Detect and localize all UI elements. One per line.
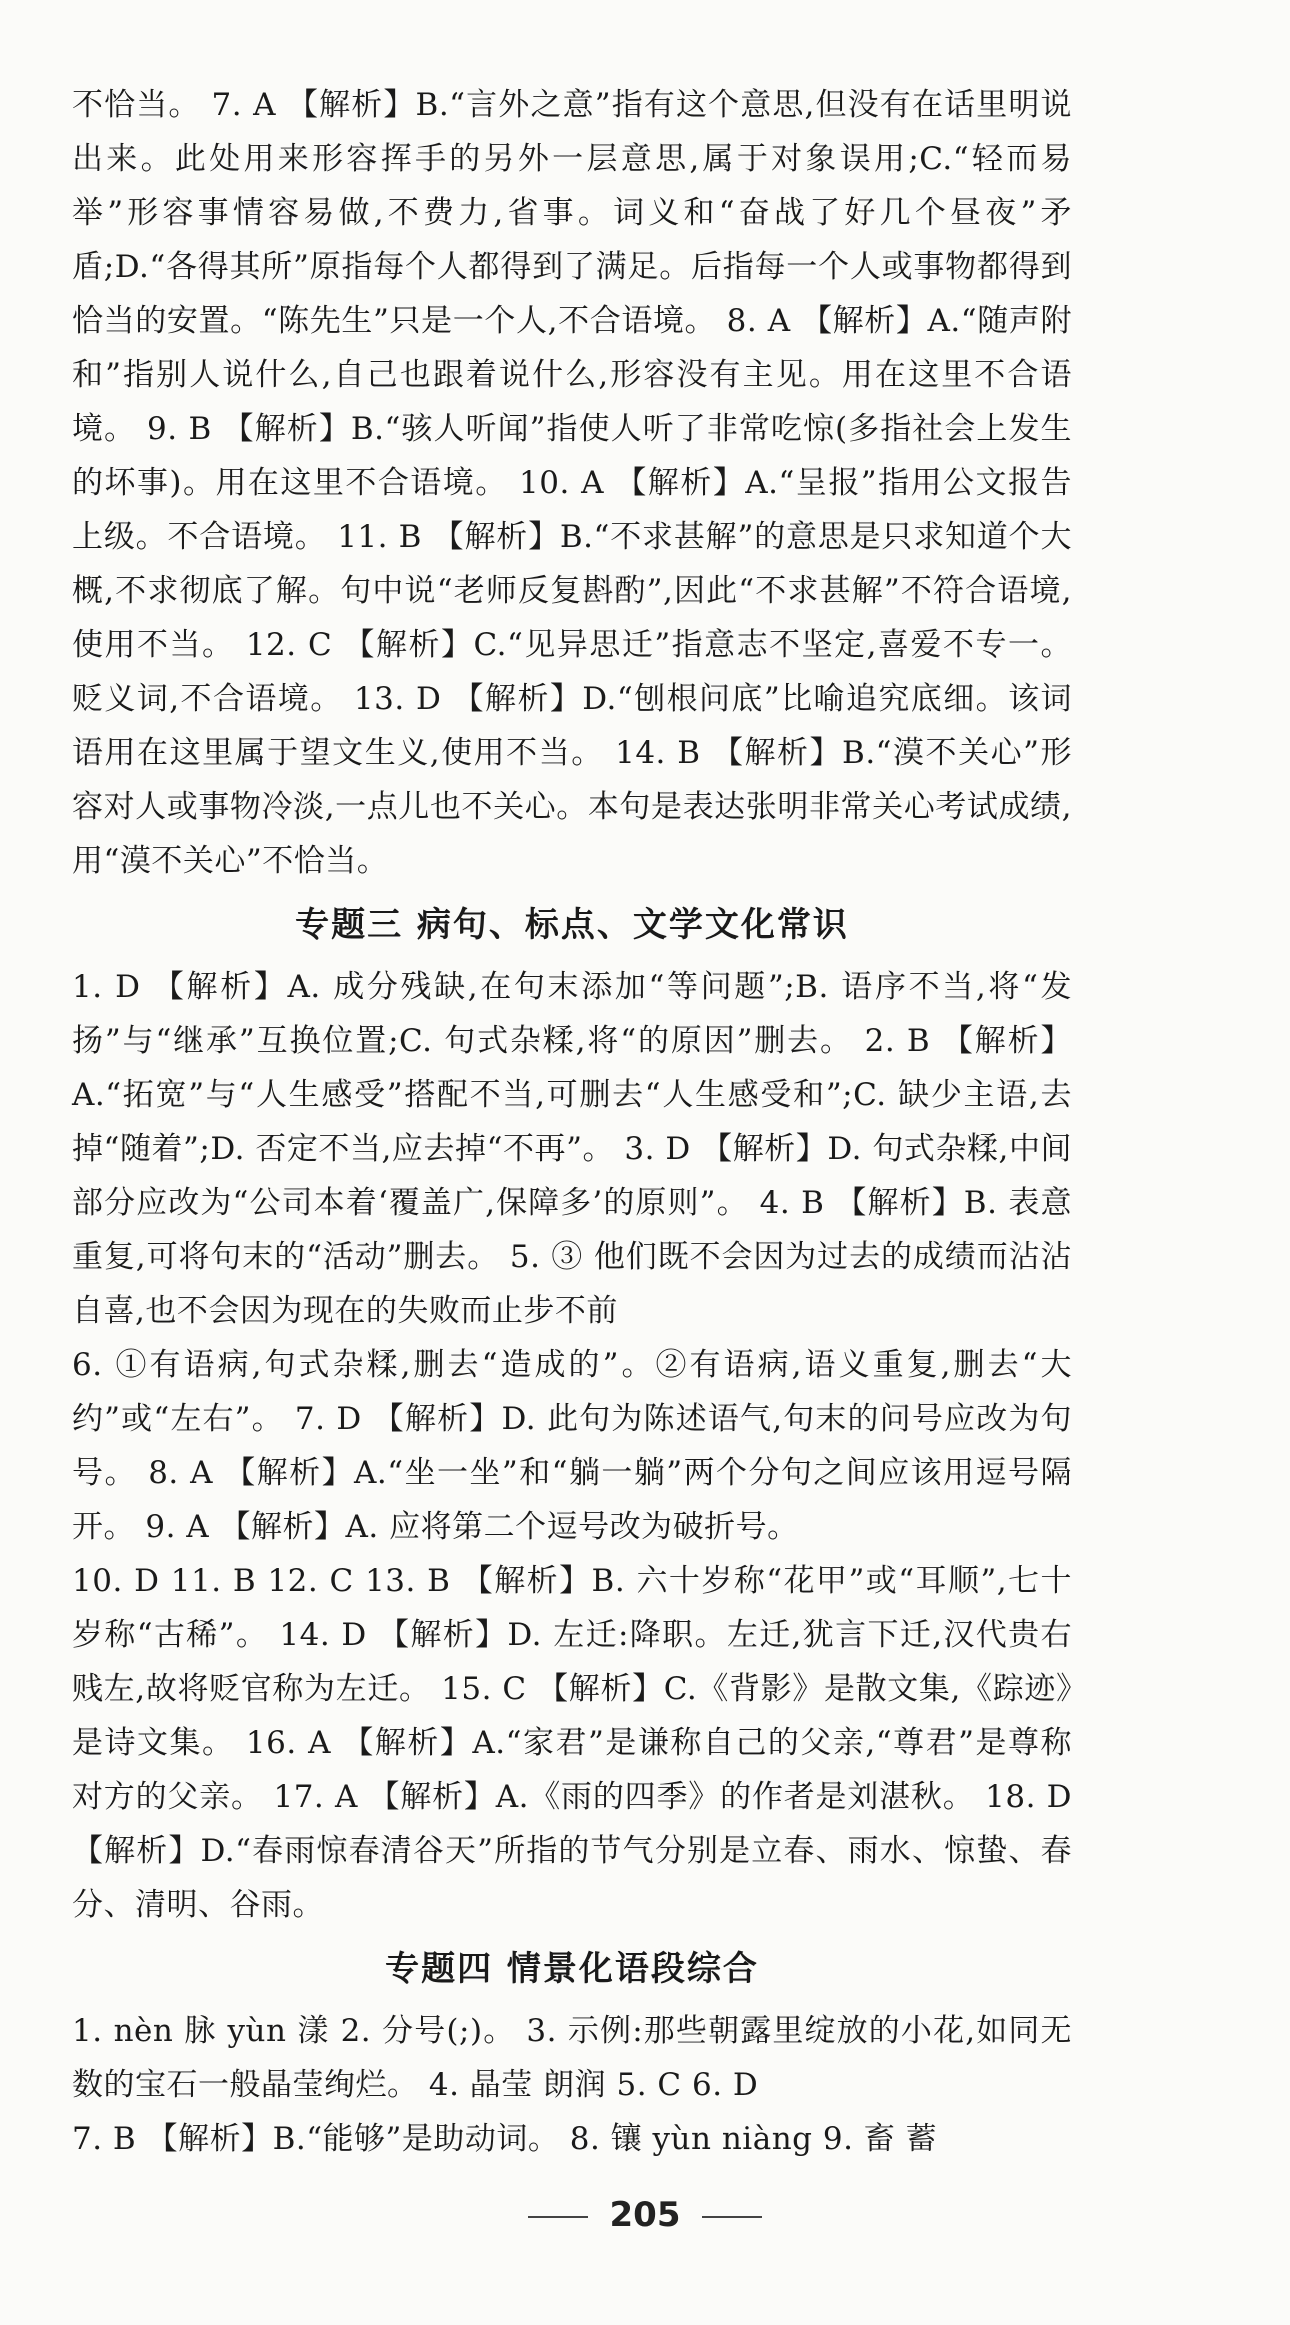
answer-paragraph: 1. nèn 脉 yùn 漾 2. 分号(;)。 3. 示例:那些朝露里绽放的小花,如同无数的宝石一般晶莹绚烂。 4. 晶莹 朗润 5. C 6. D [72,2013,1072,2103]
answer-paragraph: 不恰当。 7. A 【解析】B.“言外之意”指有这个意思,但没有在话里明说出来。此处用来形容挥手的另外一层意思,属于对象误用;C.“轻而易举”形容事情容易做,不费力,省事。词义和“奋战了好几个昼夜”矛盾;D.“各得其所”原指每个人都得到了满足。后指每一个人或事物都得到恰当的安置。“陈先生”只是一个人,不合语境。 8. A 【解析】A.“随声附和”指别人说什么,自己也跟着说什么,形容没有主见。用在这里不合语境。 9. B 【解析】B.“骇人听闻”指使人听了非常吃惊(多指社会上发生的坏事)。用在这里不合语境。 10. A 【解析】A.“呈报”指用公文报告上级。不合语境。 11. B 【解析】B.“不求甚解”的意思是只求知道个大概,不求彻底了解。句中说“老师反复斟酌”,因此“不求甚解”不符合语境,使用不当。 12. C 【解析】C.“见异思迁”指意志不坚定,喜爱不专一。贬义词,不合语境。 13. D 【解析】D.“刨根问底”比喻追究底细。该词语用在这里属于望文生义,使用不当。 14. B 【解析】B.“漠不关心”形容对人或事物冷淡,一点儿也不关心。本句是表达张明非常关心考试成绩,用“漠不关心”不恰当。 [72,87,1072,879]
footer-rule-right [702,2216,762,2218]
footer-rule-left [528,2216,588,2218]
answer-paragraph: 1. D 【解析】A. 成分残缺,在句末添加“等问题”;B. 语序不当,将“发扬”与“继承”互换位置;C. 句式杂糅,将“的原因”删去。 2. B 【解析】A.“拓宽”与“人生感受”搭配不当,可删去“人生感受和”;C. 缺少主语,去掉“随着”;D. 否定不当,应去掉“不再”。 3. D 【解析】D. 句式杂糅,中间部分应改为“公司本着‘覆盖广,保障多’的原则”。 4. B 【解析】B. 表意重复,可将句末的“活动”删去。 5. ③ 他们既不会因为过去的成绩而沾沾自喜,也不会因为现在的失败而止步不前 [72,969,1072,1329]
page-number: 205 [609,2195,681,2235]
page-footer [0,2195,1290,2235]
section-4-title: 专题四 情景化语段综合 [385,1949,759,1989]
answer-paragraph: 7. B 【解析】B.“能够”是助动词。 8. 镶 yùn niàng 9. 畜 蓄 [72,2121,938,2157]
section-3-title: 专题三 病句、标点、文学文化常识 [295,905,849,945]
answer-paragraph: 10. D 11. B 12. C 13. B 【解析】B. 六十岁称“花甲”或“耳顺”,七十岁称“古稀”。 14. D 【解析】D. 左迁:降职。左迁,犹言下迁,汉代贵右贱左,故将贬官称为左迁。 15. C 【解析】C.《背影》是散文集,《踪迹》是诗文集。 16. A 【解析】A.“家君”是谦称自己的父亲,“尊君”是尊称对方的父亲。 17. A 【解析】A.《雨的四季》的作者是刘湛秋。 18. D 【解析】D.“春雨惊春清谷天”所指的节气分别是立春、雨水、惊蛰、春分、清明、谷雨。 [72,1563,1072,1923]
answer-paragraph: 6. ①有语病,句式杂糅,删去“造成的”。②有语病,语义重复,删去“大约”或“左右”。 7. D 【解析】D. 此句为陈述语气,句末的问号应改为句号。 8. A 【解析】A.“坐一坐”和“躺一躺”两个分句之间应该用逗号隔开。 9. A 【解析】A. 应将第二个逗号改为破折号。 [72,1347,1072,1545]
